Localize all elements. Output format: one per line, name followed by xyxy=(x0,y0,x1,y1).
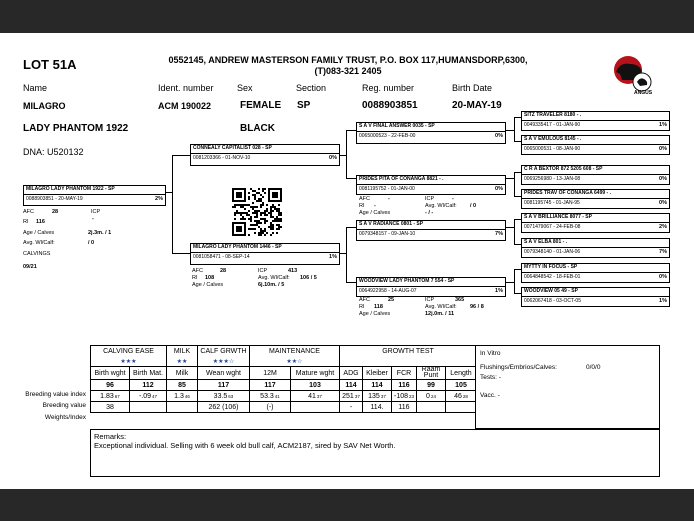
g3-line: 0064848542 - 18-FEB-01 xyxy=(524,274,581,280)
sire-pct: 0% xyxy=(329,155,337,161)
ss-box[interactable] xyxy=(356,122,506,144)
value-cell xyxy=(167,391,198,402)
animal-section: SP xyxy=(297,100,311,111)
subject-age: 2j.3m. / 1 xyxy=(88,230,112,236)
in-vitro-title: In Vitro xyxy=(480,350,501,357)
sd-pct: 0% xyxy=(495,186,503,192)
accuracy: 24 xyxy=(430,393,436,399)
col-milk: Milk xyxy=(167,367,198,380)
g3-box-6[interactable] xyxy=(521,238,670,258)
g3-pct: 0% xyxy=(659,176,667,182)
dd-afc-label: AFC xyxy=(359,297,370,303)
sd-box[interactable] xyxy=(356,175,506,195)
animal-dna: DNA: U520132 xyxy=(23,147,84,157)
subject-box[interactable] xyxy=(23,185,166,206)
seller-line2: (T)083-321 2405 xyxy=(314,66,382,76)
index-cell: 114 xyxy=(363,380,392,391)
subject-icp-label: ICP xyxy=(91,209,101,215)
stars-calving-ease xyxy=(91,356,167,367)
group-label: MILK xyxy=(173,347,191,355)
animal-colour: BLACK xyxy=(240,123,275,134)
pedigree-line xyxy=(514,141,521,142)
g3-title: PRIDES TRAV OF CONANGA 6499 - . xyxy=(524,190,611,196)
group-calf-growth xyxy=(198,346,250,357)
remarks-label: Remarks: xyxy=(94,432,127,441)
sd-wcalf-label: Avg. Wl/Calf: xyxy=(425,203,457,209)
pedigree-line xyxy=(340,253,346,254)
weight-cell: 114. xyxy=(363,402,392,413)
sd-icp: - xyxy=(452,196,454,202)
weight-cell: 116 xyxy=(392,402,417,413)
g3-pct: 2% xyxy=(659,224,667,230)
accuracy: 37 xyxy=(380,393,386,399)
dam-box[interactable] xyxy=(190,243,340,265)
pedigree-line xyxy=(172,155,190,156)
g3-box-1[interactable] xyxy=(521,111,670,131)
index-cell: 112 xyxy=(130,380,167,391)
remarks-text: Exceptional individual. Selling with 6 week old bull calf, ACM2187, sired by SAV Net Worth. xyxy=(94,441,396,450)
sd-wcalf: / 0 xyxy=(470,203,477,209)
angus-logo xyxy=(606,52,656,96)
star-rating-icon: ★★★☆ xyxy=(212,358,235,365)
g3-pct: 1% xyxy=(659,122,667,128)
header-sex: Sex xyxy=(237,83,253,93)
dd-ri-label: RI xyxy=(359,304,365,310)
pedigree-line xyxy=(506,178,514,179)
pedigree-line xyxy=(514,117,521,118)
g3-title: WOODVIEW 05 49 - SP xyxy=(524,288,578,294)
in-vitro-panel xyxy=(475,345,660,429)
header-birth: Birth Date xyxy=(452,83,493,93)
g3-pct: 7% xyxy=(659,249,667,255)
dd-age: 12j.0m. / 11 xyxy=(425,311,455,317)
subject-afc-label: AFC xyxy=(23,209,34,215)
subject-calvings-label: CALVINGS xyxy=(23,251,51,257)
sd-afc-label: AFC xyxy=(359,196,370,202)
weight-cell xyxy=(291,402,340,413)
g3-box-7[interactable] xyxy=(521,263,670,283)
value: -.09 xyxy=(138,392,152,400)
weight-cell xyxy=(130,402,167,413)
pedigree-line xyxy=(340,155,346,156)
weight-cell xyxy=(167,402,198,413)
col-birth-wght: Birth wght xyxy=(91,367,130,380)
g3-box-3[interactable] xyxy=(521,165,670,185)
pedigree-line xyxy=(514,219,515,244)
stars-row xyxy=(91,356,477,367)
lot-number: LOT 51A xyxy=(23,57,77,72)
dd-icp: 365 xyxy=(455,297,465,303)
group-row xyxy=(91,346,477,357)
ds-box[interactable] xyxy=(356,220,506,241)
col-raam-punt: Raam Punt xyxy=(417,367,446,380)
pedigree-line xyxy=(172,155,173,254)
animal-sex: FEMALE xyxy=(240,100,282,111)
index-cell: 117 xyxy=(198,380,250,391)
pedigree-line xyxy=(172,253,190,254)
pedigree-line xyxy=(506,130,514,131)
g3-title: SITZ TRAVELER 8180 - . xyxy=(524,112,582,118)
index-cell: 116 xyxy=(392,380,417,391)
col-mature-wght: Mature wght xyxy=(291,367,340,380)
pedigree-line xyxy=(346,130,347,178)
ss-title: S A V FINAL ANSWER 0035 - SP xyxy=(359,123,435,129)
g3-box-5[interactable] xyxy=(521,213,670,233)
dam-afc-label: AFC xyxy=(192,268,203,274)
weight-cell: - xyxy=(340,402,363,413)
accuracy: 63 xyxy=(228,393,234,399)
tests-label: Tests: - xyxy=(480,374,501,381)
value: 53.3 xyxy=(260,392,274,400)
group-label: CALVING EASE xyxy=(103,347,154,355)
pedigree-line xyxy=(514,244,521,245)
value-cell xyxy=(392,391,417,402)
accuracy: 37 xyxy=(316,393,322,399)
sire-box[interactable] xyxy=(190,144,340,166)
subject-pct: 2% xyxy=(155,196,163,202)
g3-box-2[interactable] xyxy=(521,135,670,155)
dam-wcalf-label: Avg. Wl/Calf: xyxy=(258,275,290,281)
subject-ri: 116 xyxy=(36,219,45,225)
group-milk xyxy=(167,346,198,357)
subject-calvings: 09/21 xyxy=(23,264,37,270)
subject-wcalf-label: Avg. Wl/Calf: xyxy=(23,240,55,246)
value-cell xyxy=(363,391,392,402)
g3-title: MYTTY IN FOCUS - SP xyxy=(524,264,578,270)
animal-ident: ACM 190022 xyxy=(158,101,212,111)
g3-line: 0069256980 - 13-JAN-08 xyxy=(524,176,581,182)
g3-box-4[interactable] xyxy=(521,189,670,209)
g3-box-8[interactable] xyxy=(521,287,670,307)
subject-line: 0088903851 - 20-MAY-19 xyxy=(26,196,83,202)
ss-pct: 0% xyxy=(495,133,503,139)
g3-title: S A V ELBA 801 - . xyxy=(524,239,568,245)
dam-icp: 413 xyxy=(288,268,298,274)
pedigree-line xyxy=(514,269,515,293)
star-rating-icon: ★★★ xyxy=(120,358,137,365)
ebv-table xyxy=(90,345,477,413)
g3-pct: 0% xyxy=(659,146,667,152)
stars-maintenance xyxy=(250,356,340,367)
value-cell xyxy=(250,391,291,402)
dd-box[interactable] xyxy=(356,277,506,297)
col-wean-wght: Wean wght xyxy=(198,367,250,380)
accuracy: 41 xyxy=(274,393,280,399)
column-header-row xyxy=(91,367,477,380)
pedigree-line xyxy=(346,178,356,179)
g3-line: 0062067418 - 03-OCT-05 xyxy=(524,298,581,304)
g3-title: S A V BRILLIANCE 8077 - SP xyxy=(524,214,592,220)
dam-ri-label: RI xyxy=(192,275,198,281)
pedigree-line xyxy=(514,172,515,196)
dam-age-label: Age / Calves xyxy=(192,282,224,288)
index-cell: 85 xyxy=(167,380,198,391)
value: 1.3 xyxy=(174,392,184,400)
sd-age: - / - xyxy=(425,210,434,216)
dd-line: 0064922958 - 14-AUG-07 xyxy=(359,288,417,294)
value-cell xyxy=(91,391,130,402)
pedigree-line xyxy=(346,227,356,228)
value-cell xyxy=(198,391,250,402)
weight-cell: (-) xyxy=(250,402,291,413)
stars-milk xyxy=(167,356,198,367)
header-section: Section xyxy=(296,83,327,93)
pedigree-line xyxy=(506,227,514,228)
flushings-label: Flushings/Embrios/Calves: xyxy=(480,364,557,371)
row-label-value: Breeding value xyxy=(42,402,86,409)
col-kleiber: Kleiber xyxy=(363,367,392,380)
index-cell: 105 xyxy=(446,380,477,391)
subject-ri-label: RI xyxy=(23,219,29,225)
pedigree-line xyxy=(346,130,356,131)
accuracy: 67 xyxy=(114,393,120,399)
index-row xyxy=(91,380,477,391)
dd-icp-label: ICP xyxy=(425,297,435,303)
value: 41 xyxy=(308,392,316,400)
pedigree-line xyxy=(514,219,521,220)
index-cell: 96 xyxy=(91,380,130,391)
group-maintenance xyxy=(250,346,340,357)
dd-ri: 118 xyxy=(374,304,383,310)
dam-title: MILAGRO LADY PHANTOM 1446 - SP xyxy=(193,244,282,250)
sd-icp-label: ICP xyxy=(425,196,435,202)
pedigree-line xyxy=(165,192,173,193)
pedigree-line xyxy=(514,293,521,294)
sd-title: PRIDES PITA OF CONANGA 8821 - . xyxy=(359,176,444,182)
sd-afc: - xyxy=(388,196,390,202)
col-12m: 12M xyxy=(250,367,291,380)
pedigree-line xyxy=(514,269,521,270)
value: 135 xyxy=(368,392,380,400)
index-cell: 103 xyxy=(291,380,340,391)
value: 46 xyxy=(454,392,462,400)
pedigree-line xyxy=(514,117,515,141)
pedigree-line xyxy=(346,227,347,282)
dd-wcalf-label: Avg. Wl/Calf: xyxy=(425,304,457,310)
value-cell xyxy=(130,391,167,402)
ds-pct: 7% xyxy=(495,231,503,237)
accuracy: 46 xyxy=(184,393,190,399)
weights-row xyxy=(91,402,477,413)
header-ident: Ident. number xyxy=(158,83,214,93)
group-label: MAINTENANCE xyxy=(269,347,320,355)
pedigree-line xyxy=(346,282,356,283)
sd-line: 0081195752 - 01-JAN-00 xyxy=(359,186,415,192)
subject-wcalf: / 0 xyxy=(88,240,95,246)
weight-cell: 38 xyxy=(91,402,130,413)
row-label-index: Breeding value index xyxy=(25,391,86,398)
value: 1.83 xyxy=(100,392,114,400)
pedigree-line xyxy=(514,172,521,173)
weight-cell xyxy=(417,402,446,413)
ds-line: 0079348157 - 09-JAN-10 xyxy=(359,231,416,237)
accuracy: 23 xyxy=(409,393,415,399)
dam-afc: 28 xyxy=(220,268,227,274)
dam-icp-label: ICP xyxy=(258,268,268,274)
dd-pct: 1% xyxy=(495,288,503,294)
g3-pct: 0% xyxy=(659,274,667,280)
row-label-weights: Weights/Index xyxy=(44,414,86,421)
sire-line: 0081203366 - 01-NOV-10 xyxy=(193,155,251,161)
value-row xyxy=(91,391,477,402)
value-cell xyxy=(291,391,340,402)
col-length: Length xyxy=(446,367,477,380)
subject-title: MILAGRO LADY PHANTOM 1922 - SP xyxy=(26,186,115,192)
ds-title: S A V RADIANCE 0801 - SP xyxy=(359,221,424,227)
g3-title: S A V EMULOUS 8145 - . xyxy=(524,136,582,142)
subject-icp: - xyxy=(92,216,94,222)
flushings-value: 0/0/0 xyxy=(586,364,601,371)
animal-full-name: LADY PHANTOM 1922 xyxy=(23,123,129,134)
g3-line: 0049335417 - 01-JAN-90 xyxy=(524,122,581,128)
value: 251 xyxy=(342,392,354,400)
dd-wcalf: 96 / 8 xyxy=(470,304,484,310)
sd-age-label: Age / Calves xyxy=(359,210,391,216)
g3-line: 0065000531 - 08-JAN-90 xyxy=(524,146,581,152)
animal-reg: 0088903851 xyxy=(362,100,418,111)
logo-text: ANGUS xyxy=(634,90,653,96)
value-cell xyxy=(340,391,363,402)
dam-age: 6j.10m. / 5 xyxy=(258,282,285,288)
value-cell xyxy=(446,391,477,402)
ss-line: 0065000523 - 22-FEB-00 xyxy=(359,133,416,139)
pedigree-line xyxy=(506,282,514,283)
dam-ri: 108 xyxy=(205,275,215,281)
dam-wcalf: 106 / 5 xyxy=(300,275,317,281)
sale-sheet xyxy=(0,33,694,489)
dd-title: WOODVIEW LADY PHANTOM 7 554 - SP xyxy=(359,278,455,284)
dd-afc: 25 xyxy=(388,297,395,303)
col-birth-mat: Birth Mat. xyxy=(130,367,167,380)
stars-growth-test xyxy=(340,356,477,367)
g3-pct: 1% xyxy=(659,298,667,304)
subject-afc: 28 xyxy=(52,209,59,215)
remarks-box xyxy=(90,429,660,477)
star-rating-icon: ★★☆ xyxy=(286,358,303,365)
g3-line: 0079348140 - 01-JAN-06 xyxy=(524,249,581,255)
weight-cell xyxy=(446,402,477,413)
weight-cell: 262 (106) xyxy=(198,402,250,413)
stars-calf-growth xyxy=(198,356,250,367)
accuracy: 37 xyxy=(354,393,360,399)
animal-birth: 20-MAY-19 xyxy=(452,100,502,111)
sire-title: CONNEALY CAPITALIST 028 - SP xyxy=(193,145,272,151)
col-adg: ADG xyxy=(340,367,363,380)
index-cell: 114 xyxy=(340,380,363,391)
g3-line: 0071479067 - 24-FEB-08 xyxy=(524,224,581,230)
index-cell: 99 xyxy=(417,380,446,391)
group-calving-ease xyxy=(91,346,167,357)
qr-code-icon xyxy=(232,188,282,236)
g3-pct: 0% xyxy=(659,200,667,206)
dam-line: 0081058471 - 08-SEP-14 xyxy=(193,254,250,260)
dam-pct: 1% xyxy=(329,254,337,260)
animal-name: MILAGRO xyxy=(23,101,66,111)
vacc-label: Vacc. - xyxy=(480,392,500,399)
sd-ri-label: RI xyxy=(359,203,365,209)
qr-code xyxy=(232,188,282,236)
seller-line1: 0552145, ANDREW MASTERSON FAMILY TRUST, P.O. BOX 117,HUMANSDORP,6300, xyxy=(168,55,528,65)
pedigree-line xyxy=(514,196,521,197)
group-label: GROWTH TEST xyxy=(382,347,434,355)
accuracy: 47 xyxy=(152,393,158,399)
header-name: Name xyxy=(23,83,48,93)
value-cell xyxy=(417,391,446,402)
value: -108 xyxy=(393,392,408,400)
g3-line: 0081195745 - 01-JAN-95 xyxy=(524,200,580,206)
star-rating-icon: ★★ xyxy=(176,358,188,365)
value: 0 xyxy=(426,392,430,400)
value: 33.5 xyxy=(213,392,228,400)
col-fcr: FCR xyxy=(392,367,417,380)
index-cell: 117 xyxy=(250,380,291,391)
accuracy: 28 xyxy=(462,393,468,399)
header-reg: Reg. number xyxy=(362,83,415,93)
group-growth-test xyxy=(340,346,477,357)
group-label: CALF GRWTH xyxy=(200,347,247,355)
subject-age-label: Age / Calves xyxy=(23,230,55,236)
g3-title: C R A BEXTOR 872 5205 608 - SP xyxy=(524,166,603,172)
sd-ri: - xyxy=(374,203,376,209)
dd-age-label: Age / Calves xyxy=(359,311,391,317)
